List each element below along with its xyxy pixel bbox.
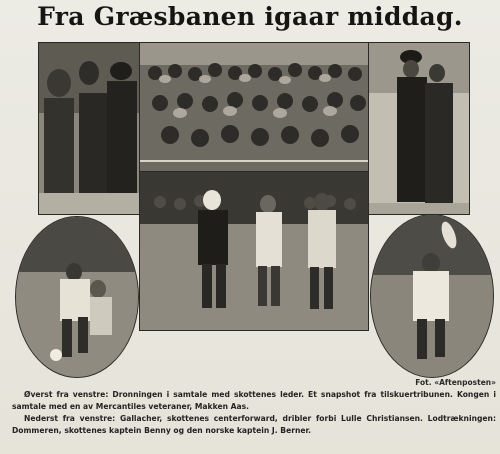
photo-gallacher-dribbling: [15, 216, 139, 378]
headline: Fra Græsbanen igaar middag.: [37, 2, 463, 31]
photo-grandstand-snapshot: [139, 42, 369, 172]
photo-credit: Fot. «Aftenposten»: [415, 378, 496, 387]
photo-action-right: [370, 214, 494, 378]
photo-queen-with-leader: [38, 42, 140, 215]
caption-line-bottom: Nederst fra venstre: Gallacher, skottenes centerforward, dribler forbi Lulle Christiansen. Lodtrækningen: Dommeren, skottenes kaptein Benny og den norske kaptein J. Berner.: [12, 414, 496, 435]
photo-coin-toss: [139, 171, 369, 331]
caption-line-top: Øverst fra venstre: Dronningen i samtale med skottenes leder. Et snapshot fra tilskuertribunen. Kongen i samtale med en av Mercantiles veteraner, Makken Aas.: [12, 390, 496, 411]
caption: [12, 389, 496, 437]
photo-king-with-veteran: [368, 42, 470, 215]
